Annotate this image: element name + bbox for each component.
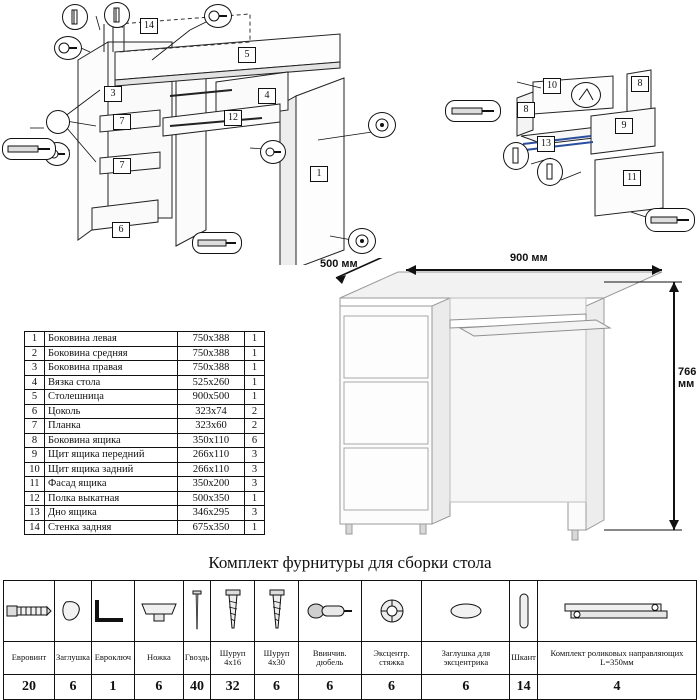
part-tag-5: 5 [238, 47, 256, 63]
table-row [25, 346, 265, 361]
parts-cell-idx: 6 [25, 404, 45, 419]
table-row [25, 477, 265, 492]
parts-cell-idx: 3 [25, 361, 45, 376]
hardware-icon-cell [510, 581, 538, 642]
hardware-name-cell: Эксцентр. стяжка [361, 642, 422, 675]
parts-cell-qt: 3 [245, 448, 265, 463]
hardware-name-cell: Заглушка [55, 642, 92, 675]
table-row [25, 491, 265, 506]
callout-hardware-8 [368, 112, 396, 138]
hardware-table [3, 580, 697, 700]
parts-cell-sz: 266x110 [178, 462, 245, 477]
hardware-name-cell: Шуруп 4x16 [211, 642, 255, 675]
table-row [25, 404, 265, 419]
table-row [25, 375, 265, 390]
part-tag-13: 13 [537, 136, 555, 152]
part-tag-1: 1 [310, 166, 328, 182]
parts-cell-idx: 2 [25, 346, 45, 361]
rail-icon [539, 582, 695, 640]
part-tag-6: 6 [112, 222, 130, 238]
parts-cell-idx: 5 [25, 390, 45, 405]
callout-hardware-9 [348, 228, 376, 254]
parts-cell-qt: 1 [245, 390, 265, 405]
parts-cell-idx: 13 [25, 506, 45, 521]
parts-cell-nm: Боковина средняя [45, 346, 178, 361]
dimension-width: 900 мм [510, 252, 548, 264]
parts-cell-qt: 1 [245, 375, 265, 390]
callout-hardware-7 [260, 140, 286, 164]
hardware-name-cell: Заглушка для эксцентрика [422, 642, 510, 675]
table-row [25, 419, 265, 434]
hardware-icon-cell [55, 581, 92, 642]
callout-drawer-hw-3 [503, 142, 529, 170]
callout-hardware-2 [104, 2, 130, 28]
table-row [25, 462, 265, 477]
parts-cell-idx: 9 [25, 448, 45, 463]
screw-icon [212, 582, 253, 640]
parts-cell-qt: 2 [245, 404, 265, 419]
table-row [25, 433, 265, 448]
parts-cell-nm: Боковина правая [45, 361, 178, 376]
parts-cell-sz: 266x110 [178, 448, 245, 463]
parts-cell-qt: 1 [245, 520, 265, 535]
callout-drawer-hw-2 [571, 82, 601, 108]
callout-hardware-10 [192, 232, 242, 254]
table-row [25, 506, 265, 521]
parts-cell-nm: Полка выкатная [45, 491, 178, 506]
eurovint-icon [5, 582, 53, 640]
parts-cell-nm: Столешница [45, 390, 178, 405]
table-row [25, 520, 265, 535]
parts-table [24, 331, 265, 535]
hardware-icon-cell [134, 581, 183, 642]
hardware-name-cell: Шуруп 4x30 [255, 642, 299, 675]
parts-cell-nm: Планка [45, 419, 178, 434]
parts-cell-sz: 323x74 [178, 404, 245, 419]
hardware-count-cell: 6 [134, 675, 183, 700]
part-tag-9: 9 [615, 118, 633, 134]
callout-hardware-5 [46, 110, 70, 134]
part-tag-7a: 7 [113, 114, 131, 130]
parts-cell-qt: 1 [245, 491, 265, 506]
part-tag-8a: 8 [631, 76, 649, 92]
part-tag-3: 3 [104, 86, 122, 102]
finished-desk-view [310, 252, 700, 548]
parts-cell-nm: Боковина левая [45, 332, 178, 347]
hardware-icon-cell [255, 581, 299, 642]
dimension-depth: 500 мм [320, 258, 358, 270]
parts-cell-sz: 500x350 [178, 491, 245, 506]
parts-cell-nm: Цоколь [45, 404, 178, 419]
parts-cell-nm: Дно ящика [45, 506, 178, 521]
parts-cell-sz: 350x110 [178, 433, 245, 448]
hardware-icon-cell [422, 581, 510, 642]
parts-cell-sz: 350x200 [178, 477, 245, 492]
exploded-view-left [0, 0, 400, 265]
parts-cell-idx: 1 [25, 332, 45, 347]
parts-cell-sz: 323x60 [178, 419, 245, 434]
table-row [25, 332, 265, 347]
hardware-name-cell: Евроключ [91, 642, 134, 675]
parts-cell-nm: Боковина ящика [45, 433, 178, 448]
parts-cell-idx: 7 [25, 419, 45, 434]
parts-cell-sz: 750x388 [178, 346, 245, 361]
parts-cell-idx: 12 [25, 491, 45, 506]
hardware-name-cell: Евровинт [4, 642, 55, 675]
hardware-count-cell: 6 [422, 675, 510, 700]
callout-hardware-4 [54, 36, 82, 60]
parts-cell-idx: 10 [25, 462, 45, 477]
hardware-count-cell: 6 [361, 675, 422, 700]
hardware-icon-cell [183, 581, 210, 642]
part-tag-8b: 8 [517, 102, 535, 118]
parts-cell-nm: Вязка стола [45, 375, 178, 390]
parts-cell-qt: 3 [245, 477, 265, 492]
hardware-icon-cell [361, 581, 422, 642]
dowel-screw-icon [300, 582, 360, 640]
table-row [25, 390, 265, 405]
parts-cell-sz: 675x350 [178, 520, 245, 535]
parts-cell-nm: Стенка задняя [45, 520, 178, 535]
hardware-count-cell: 1 [91, 675, 134, 700]
nail-icon [185, 582, 209, 640]
part-tag-10: 10 [543, 78, 561, 94]
parts-cell-qt: 1 [245, 332, 265, 347]
part-tag-12: 12 [224, 110, 242, 126]
parts-cell-qt: 2 [245, 419, 265, 434]
parts-cell-sz: 525x260 [178, 375, 245, 390]
hardware-count-cell: 6 [255, 675, 299, 700]
cap-icon [423, 582, 508, 640]
table-row [25, 448, 265, 463]
parts-cell-idx: 14 [25, 520, 45, 535]
hardware-name-cell: Комплект роликовых направляющих L=350мм [537, 642, 696, 675]
hardware-count-cell: 4 [537, 675, 696, 700]
hardware-icon-cell [537, 581, 696, 642]
callout-drawer-hw-1 [445, 100, 501, 122]
screw-icon [256, 582, 297, 640]
part-tag-14: 14 [140, 18, 158, 34]
parts-cell-qt: 1 [245, 346, 265, 361]
hardware-count-cell: 6 [298, 675, 361, 700]
parts-cell-idx: 8 [25, 433, 45, 448]
hardware-icon-cell [298, 581, 361, 642]
hardware-icon-cell [211, 581, 255, 642]
zaglushka-icon [56, 582, 90, 640]
hardware-kit-title: Комплект фурнитуры для сборки стола [208, 553, 492, 572]
hardware-name-cell: Шкант [510, 642, 538, 675]
exploded-view-drawer [495, 60, 700, 235]
parts-cell-qt: 1 [245, 361, 265, 376]
hardware-name-cell: Гвоздь [183, 642, 210, 675]
table-row [25, 361, 265, 376]
cam-icon [363, 582, 421, 640]
eurokey-icon [93, 582, 133, 640]
parts-cell-nm: Щит ящика задний [45, 462, 178, 477]
hardware-count-cell: 6 [55, 675, 92, 700]
callout-hardware-1 [62, 4, 88, 30]
parts-cell-sz: 346x295 [178, 506, 245, 521]
parts-cell-qt: 3 [245, 462, 265, 477]
parts-cell-qt: 6 [245, 433, 265, 448]
hardware-icon-cell [91, 581, 134, 642]
parts-cell-nm: Фасад ящика [45, 477, 178, 492]
parts-cell-idx: 4 [25, 375, 45, 390]
hardware-count-cell: 32 [211, 675, 255, 700]
callout-hardware-3 [204, 4, 232, 28]
callout-drawer-hw-4 [537, 158, 563, 186]
callout-drawer-hw-5 [645, 208, 695, 232]
parts-cell-qt: 3 [245, 506, 265, 521]
callout-hardware-11 [2, 138, 56, 160]
shkant-icon [511, 582, 536, 640]
parts-cell-nm: Щит ящика передний [45, 448, 178, 463]
hardware-name-cell: Ввинчив. дюбель [298, 642, 361, 675]
parts-cell-sz: 900x500 [178, 390, 245, 405]
dimension-height: 766 мм [678, 366, 697, 390]
part-tag-4: 4 [258, 88, 276, 104]
parts-cell-idx: 11 [25, 477, 45, 492]
hardware-count-cell: 40 [183, 675, 210, 700]
part-tag-7b: 7 [113, 158, 131, 174]
part-tag-11: 11 [623, 170, 641, 186]
hardware-icon-cell [4, 581, 55, 642]
hardware-count-cell: 20 [4, 675, 55, 700]
hardware-count-cell: 14 [510, 675, 538, 700]
hardware-name-cell: Ножка [134, 642, 183, 675]
parts-cell-sz: 750x388 [178, 332, 245, 347]
nozhka-icon [136, 582, 182, 640]
parts-cell-sz: 750x388 [178, 361, 245, 376]
